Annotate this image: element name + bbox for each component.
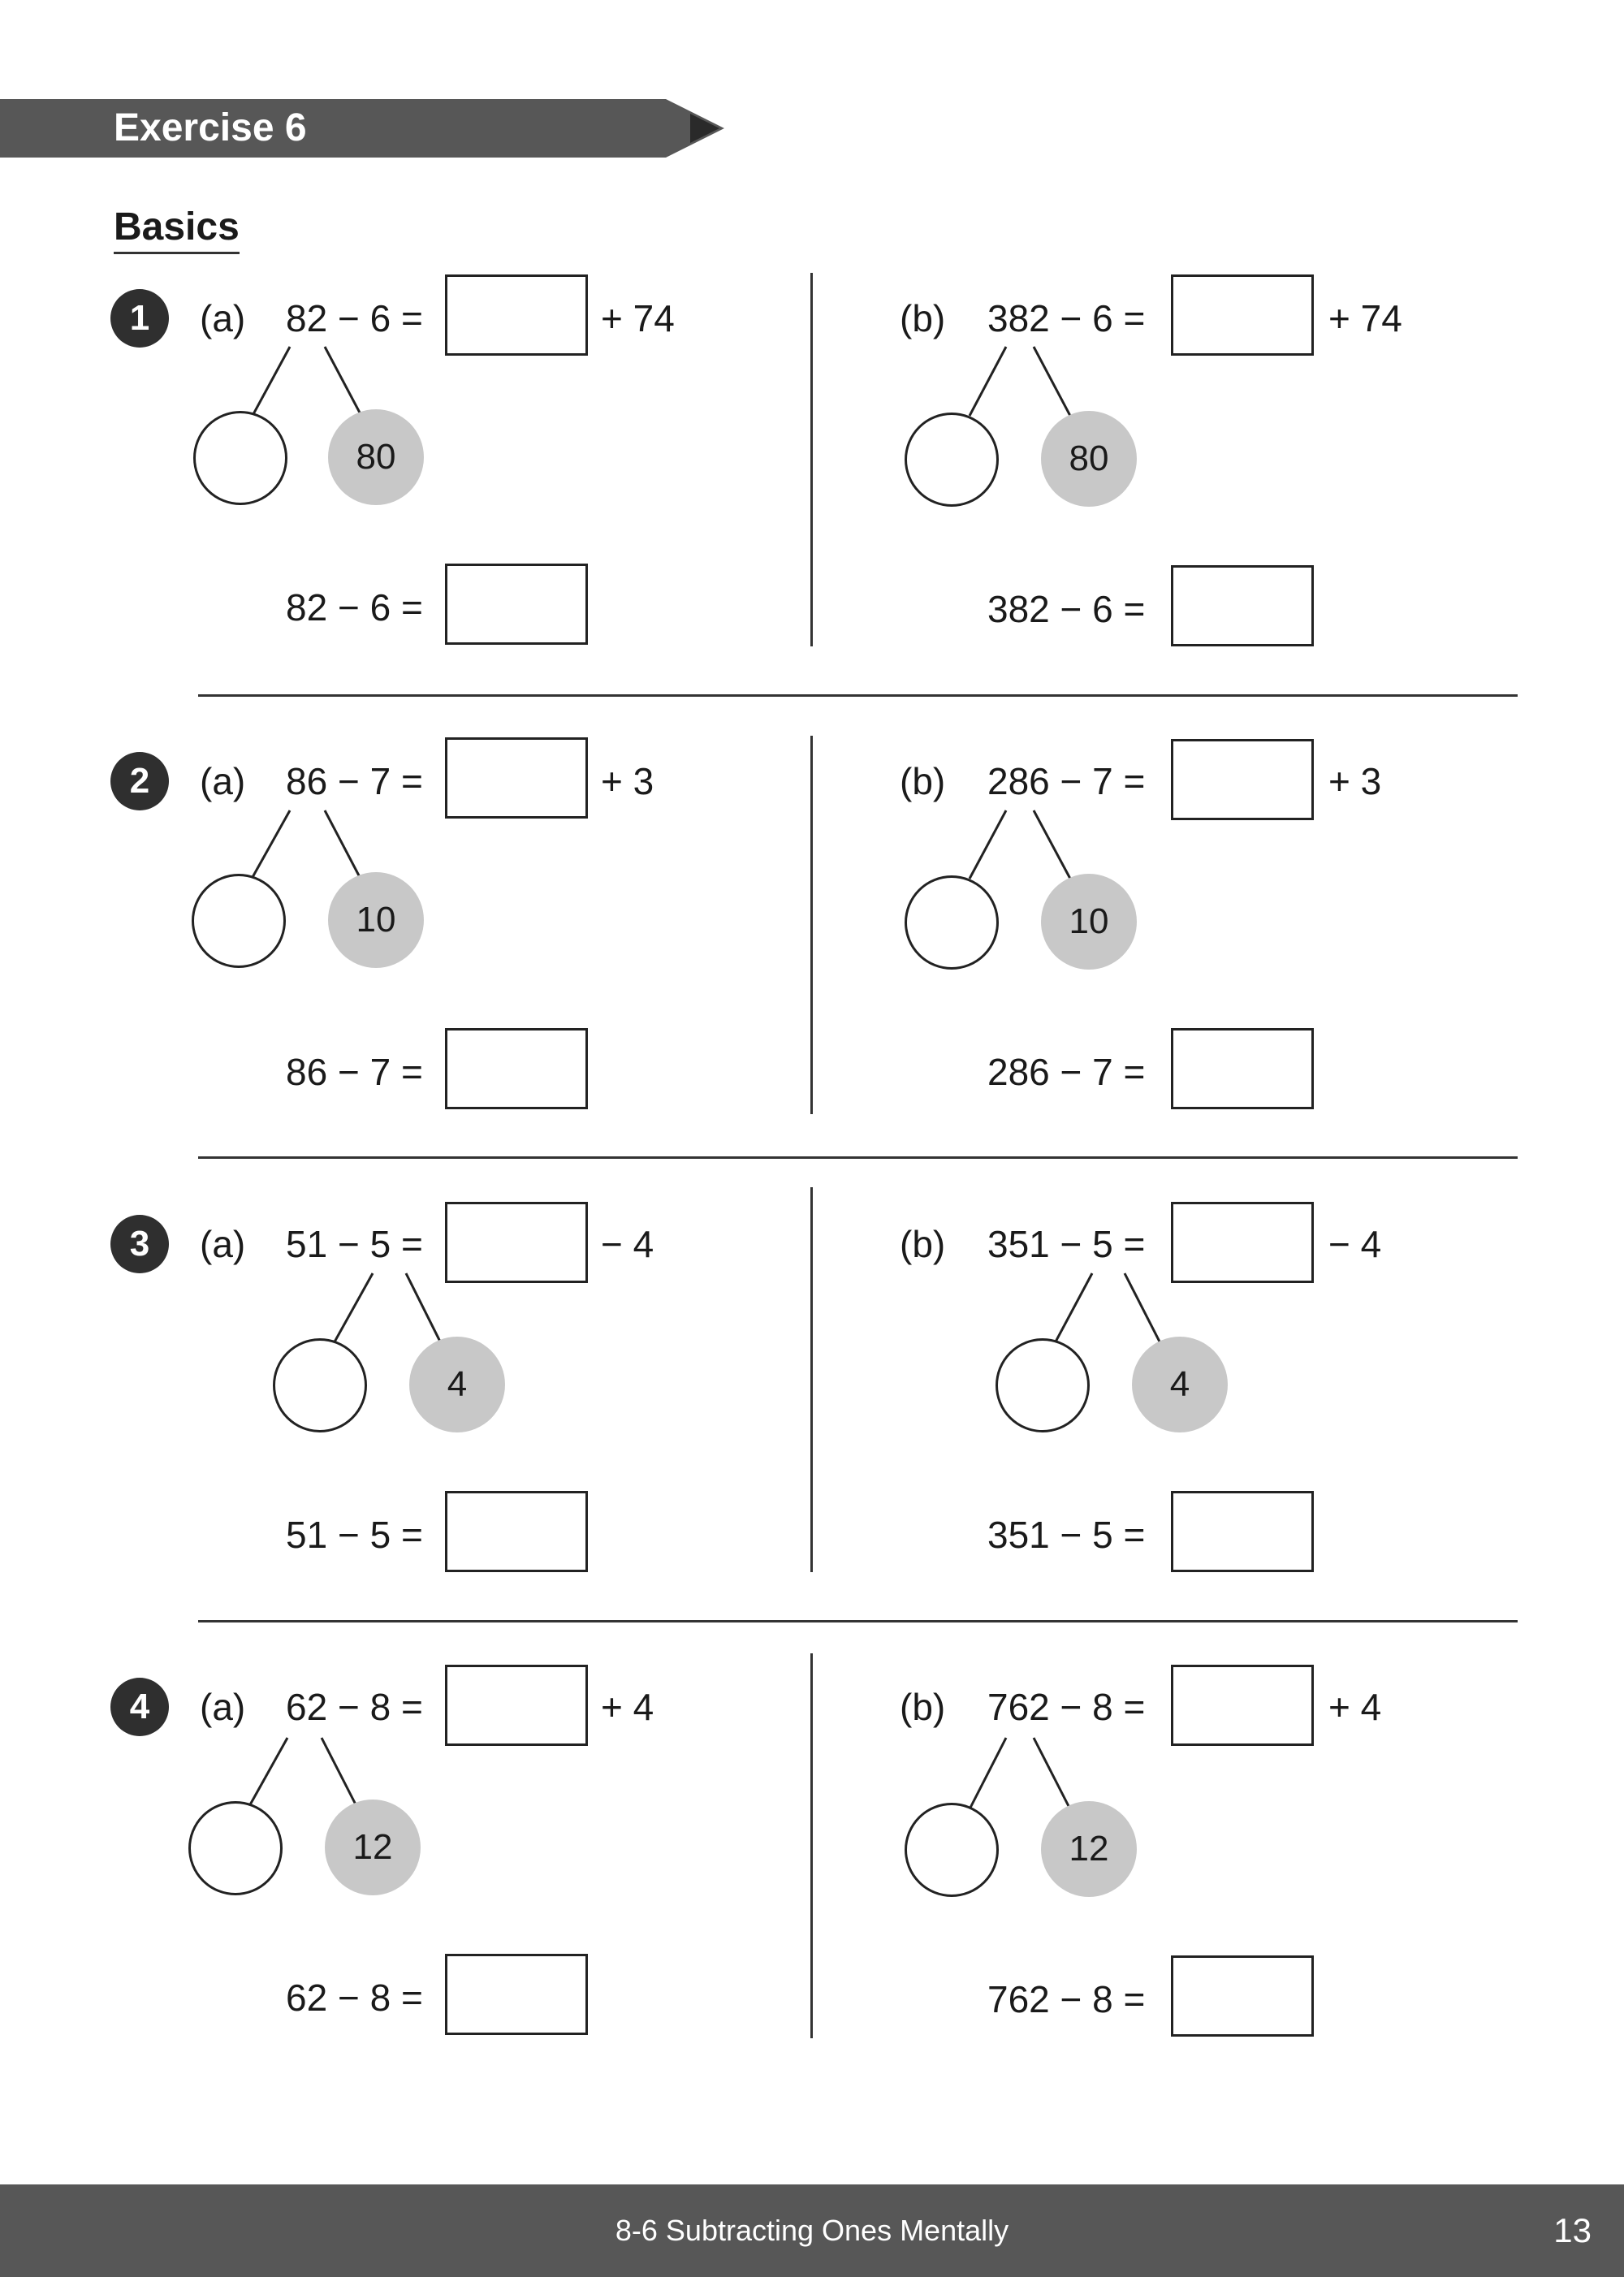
page-footer [0, 2184, 1624, 2277]
equation-suffix: + 74 [601, 297, 675, 339]
equation-text: 762 − 8 = [987, 1686, 1146, 1728]
equation-text: 86 − 7 = [286, 1051, 423, 1093]
page-number: 13 [1553, 2211, 1592, 2249]
exercise-banner [0, 99, 666, 158]
footer-lesson-title: 8-6 Subtracting Ones Mentally [615, 2214, 1009, 2247]
column-divider [810, 736, 813, 1114]
number-bond-empty-circle[interactable] [273, 1338, 367, 1432]
equation-text: 51 − 5 = [286, 1223, 423, 1265]
answer-box[interactable] [445, 1491, 588, 1572]
problem-number-badge: 1 [110, 289, 169, 348]
number-bond-filled-circle: 4 [409, 1337, 505, 1432]
equation-suffix: + 4 [601, 1686, 654, 1728]
equation-suffix: + 4 [1328, 1686, 1382, 1728]
banner-arrow-icon [690, 114, 719, 143]
number-bond-filled-circle: 12 [325, 1800, 421, 1895]
answer-box[interactable] [1171, 1202, 1314, 1283]
equation-text: 351 − 5 = [987, 1223, 1146, 1265]
number-bond-empty-circle[interactable] [188, 1801, 283, 1895]
row-divider [198, 694, 1518, 697]
answer-box[interactable] [445, 1028, 588, 1109]
equation-text: 286 − 7 = [987, 760, 1146, 802]
number-bond-filled-circle: 10 [328, 872, 424, 968]
number-bond-filled-circle: 10 [1041, 874, 1137, 970]
number-bond-empty-circle[interactable] [905, 875, 999, 970]
problem-number-badge: 4 [110, 1678, 169, 1736]
equation-suffix: + 3 [601, 760, 654, 802]
answer-box[interactable] [1171, 1028, 1314, 1109]
exercise-title: Exercise 6 [114, 106, 307, 149]
part-label: (b) [900, 760, 946, 802]
part-label: (b) [900, 297, 946, 339]
answer-box[interactable] [1171, 739, 1314, 820]
problem-number-badge: 3 [110, 1215, 169, 1273]
column-divider [810, 1653, 813, 2038]
equation-suffix: + 3 [1328, 760, 1382, 802]
row-divider [198, 1620, 1518, 1622]
number-bond-empty-circle[interactable] [193, 411, 287, 505]
part-label: (a) [200, 1223, 246, 1265]
number-bond-empty-circle[interactable] [192, 874, 286, 968]
column-divider [810, 1187, 813, 1572]
answer-box[interactable] [1171, 1955, 1314, 2037]
row-divider [198, 1156, 1518, 1159]
answer-box[interactable] [1171, 1491, 1314, 1572]
equation-text: 382 − 6 = [987, 297, 1146, 339]
equation-text: 286 − 7 = [987, 1051, 1146, 1093]
equation-text: 82 − 6 = [286, 586, 423, 629]
problem-number-badge: 2 [110, 752, 169, 810]
equation-suffix: + 74 [1328, 297, 1402, 339]
part-label: (a) [200, 1686, 246, 1728]
equation-suffix: − 4 [1328, 1223, 1382, 1265]
equation-text: 762 − 8 = [987, 1978, 1146, 2020]
number-bond-filled-circle: 4 [1132, 1337, 1228, 1432]
equation-suffix: − 4 [601, 1223, 654, 1265]
part-label: (b) [900, 1223, 946, 1265]
equation-text: 382 − 6 = [987, 588, 1146, 630]
number-bond-empty-circle[interactable] [905, 1803, 999, 1897]
equation-text: 51 − 5 = [286, 1514, 423, 1556]
number-bond-filled-circle: 12 [1041, 1801, 1137, 1897]
answer-box[interactable] [445, 1954, 588, 2035]
column-divider [810, 273, 813, 646]
equation-text: 62 − 8 = [286, 1977, 423, 2019]
equation-text: 86 − 7 = [286, 760, 423, 802]
answer-box[interactable] [445, 1202, 588, 1283]
answer-box[interactable] [445, 1665, 588, 1746]
number-bond-empty-circle[interactable] [905, 413, 999, 507]
answer-box[interactable] [1171, 1665, 1314, 1746]
answer-box[interactable] [1171, 274, 1314, 356]
answer-box[interactable] [445, 564, 588, 645]
number-bond-filled-circle: 80 [328, 409, 424, 505]
equation-text: 62 − 8 = [286, 1686, 423, 1728]
answer-box[interactable] [1171, 565, 1314, 646]
section-heading: Basics [114, 203, 240, 254]
answer-box[interactable] [445, 737, 588, 819]
number-bond-filled-circle: 80 [1041, 411, 1137, 507]
number-bond-empty-circle[interactable] [996, 1338, 1090, 1432]
part-label: (b) [900, 1686, 946, 1728]
equation-text: 351 − 5 = [987, 1514, 1146, 1556]
equation-text: 82 − 6 = [286, 297, 423, 339]
part-label: (a) [200, 297, 246, 339]
part-label: (a) [200, 760, 246, 802]
answer-box[interactable] [445, 274, 588, 356]
